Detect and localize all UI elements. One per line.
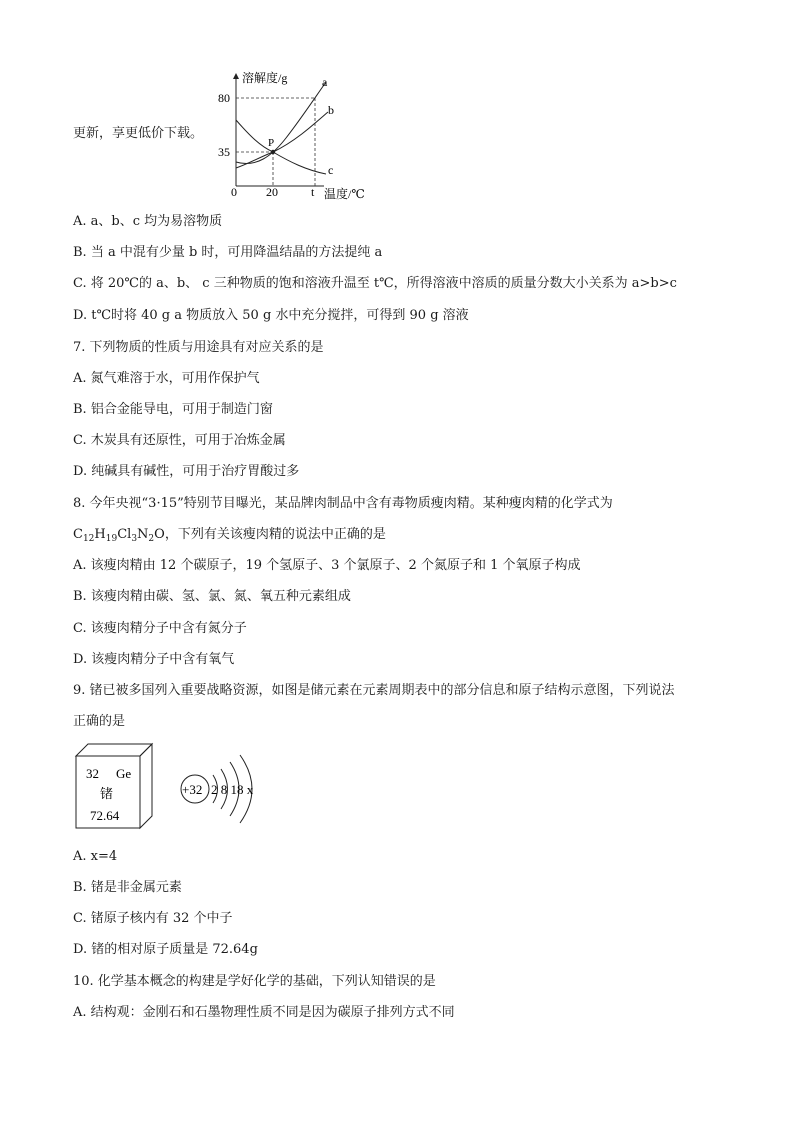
y-axis-label: 溶解度/g (242, 71, 288, 85)
q9-stem-line2: 正确的是 (73, 714, 126, 729)
curve-a-label: a (322, 75, 328, 89)
q6-option-c: C. 将 20℃的 a、b、 c 三种物质的饱和溶液升温至 t℃，所得溶液中溶质的质量分数大小关系为 a>b>c (73, 276, 677, 291)
q7-option-d: D. 纯碱具有碱性，可用于治疗胃酸过多 (73, 464, 300, 479)
formula: $C_{12}H_{19}Cl_3N_2O$ (73, 527, 165, 544)
q8-formula-line (73, 526, 386, 548)
cube-side (140, 744, 152, 828)
curve-c-line (236, 120, 326, 174)
element-mass: 72.64 (90, 808, 120, 823)
cube-top (76, 744, 152, 756)
q9-stem-line1: 9. 锗已被多国列入重要战略资源，如图是储元素在元素周期表中的部分信息和原子结构示意图，下列说法 (73, 683, 675, 698)
q10-stem: 10. 化学基本概念的构建是学好化学的基础，下列认知错误的是 (73, 974, 436, 989)
element-number: 32 (86, 766, 99, 781)
q8-option-d: D. 该瘦肉精分子中含有氧气 (73, 652, 235, 667)
q7-stem: 7. 下列物质的性质与用途具有对应关系的是 (73, 340, 324, 355)
q9-option-a: A. x=4 (73, 849, 118, 864)
q7-option-a: A. 氮气难溶于水，可用作保护气 (73, 371, 260, 386)
q7-option-b: B. 铝合金能导电，可用于制造门窗 (73, 402, 273, 417)
q8-option-a: A. 该瘦肉精由 12 个碳原子，19 个氢原子、3 个氯原子、2 个氮原子和 1 个氧原子构成 (73, 558, 581, 573)
q8-stem: 8. 今年央视“3·15”特别节目曝光，某品牌肉制品中含有毒物质瘦肉精。某种瘦肉精的化学式为 (73, 496, 613, 511)
curve-a-line (236, 82, 326, 164)
nucleus-charge: +32 (182, 782, 203, 797)
q9-option-c: C. 锗原子核内有 32 个中子 (73, 911, 233, 926)
q9-option-d: D. 锗的相对原子质量是 72.64g (73, 942, 258, 957)
q6-option-a: A. a、b、c 均为易溶物质 (73, 214, 223, 229)
solubility-chart (214, 68, 374, 200)
intro-text: 更新，享更低价下载。 (73, 126, 204, 141)
x-tick-t: t (311, 185, 315, 199)
q8-formula-tail: ，下列有关该瘦肉精的说法中正确的是 (164, 527, 386, 542)
q10-option-a: A. 结构观：金刚石和石墨物理性质不同是因为碳原子排列方式不同 (73, 1005, 455, 1020)
curve-b-label: b (328, 103, 334, 117)
q6-option-d: D. t℃时将 40 g a 物质放入 50 g 水中充分搅拌，可得到 90 g 溶液 (73, 308, 469, 323)
curve-b-line2 (236, 112, 328, 168)
y-tick-80: 80 (218, 91, 230, 105)
germanium-diagram (72, 740, 272, 835)
point-p-label: P (268, 137, 275, 149)
y-tick-35: 35 (218, 145, 230, 159)
x-tick-0: 0 (231, 185, 237, 199)
x-tick-20: 20 (266, 185, 278, 199)
q8-option-b: B. 该瘦肉精由碳、氢、氯、氮、氧五种元素组成 (73, 589, 351, 604)
q6-option-b: B. 当 a 中混有少量 b 时，可用降温结晶的方法提纯 a (73, 245, 383, 260)
curve-c-label: c (328, 163, 334, 177)
element-name: 锗 (100, 786, 114, 801)
point-p (271, 150, 275, 154)
q8-option-c: C. 该瘦肉精分子中含有氮分子 (73, 621, 247, 636)
q9-option-b: B. 锗是非金属元素 (73, 880, 182, 895)
electron-shells: 2 8 18 x (211, 782, 254, 797)
x-axis-label: 温度/℃ (324, 187, 365, 200)
element-symbol: Ge (116, 766, 132, 781)
q7-option-c: C. 木炭具有还原性，可用于冶炼金属 (73, 433, 286, 448)
